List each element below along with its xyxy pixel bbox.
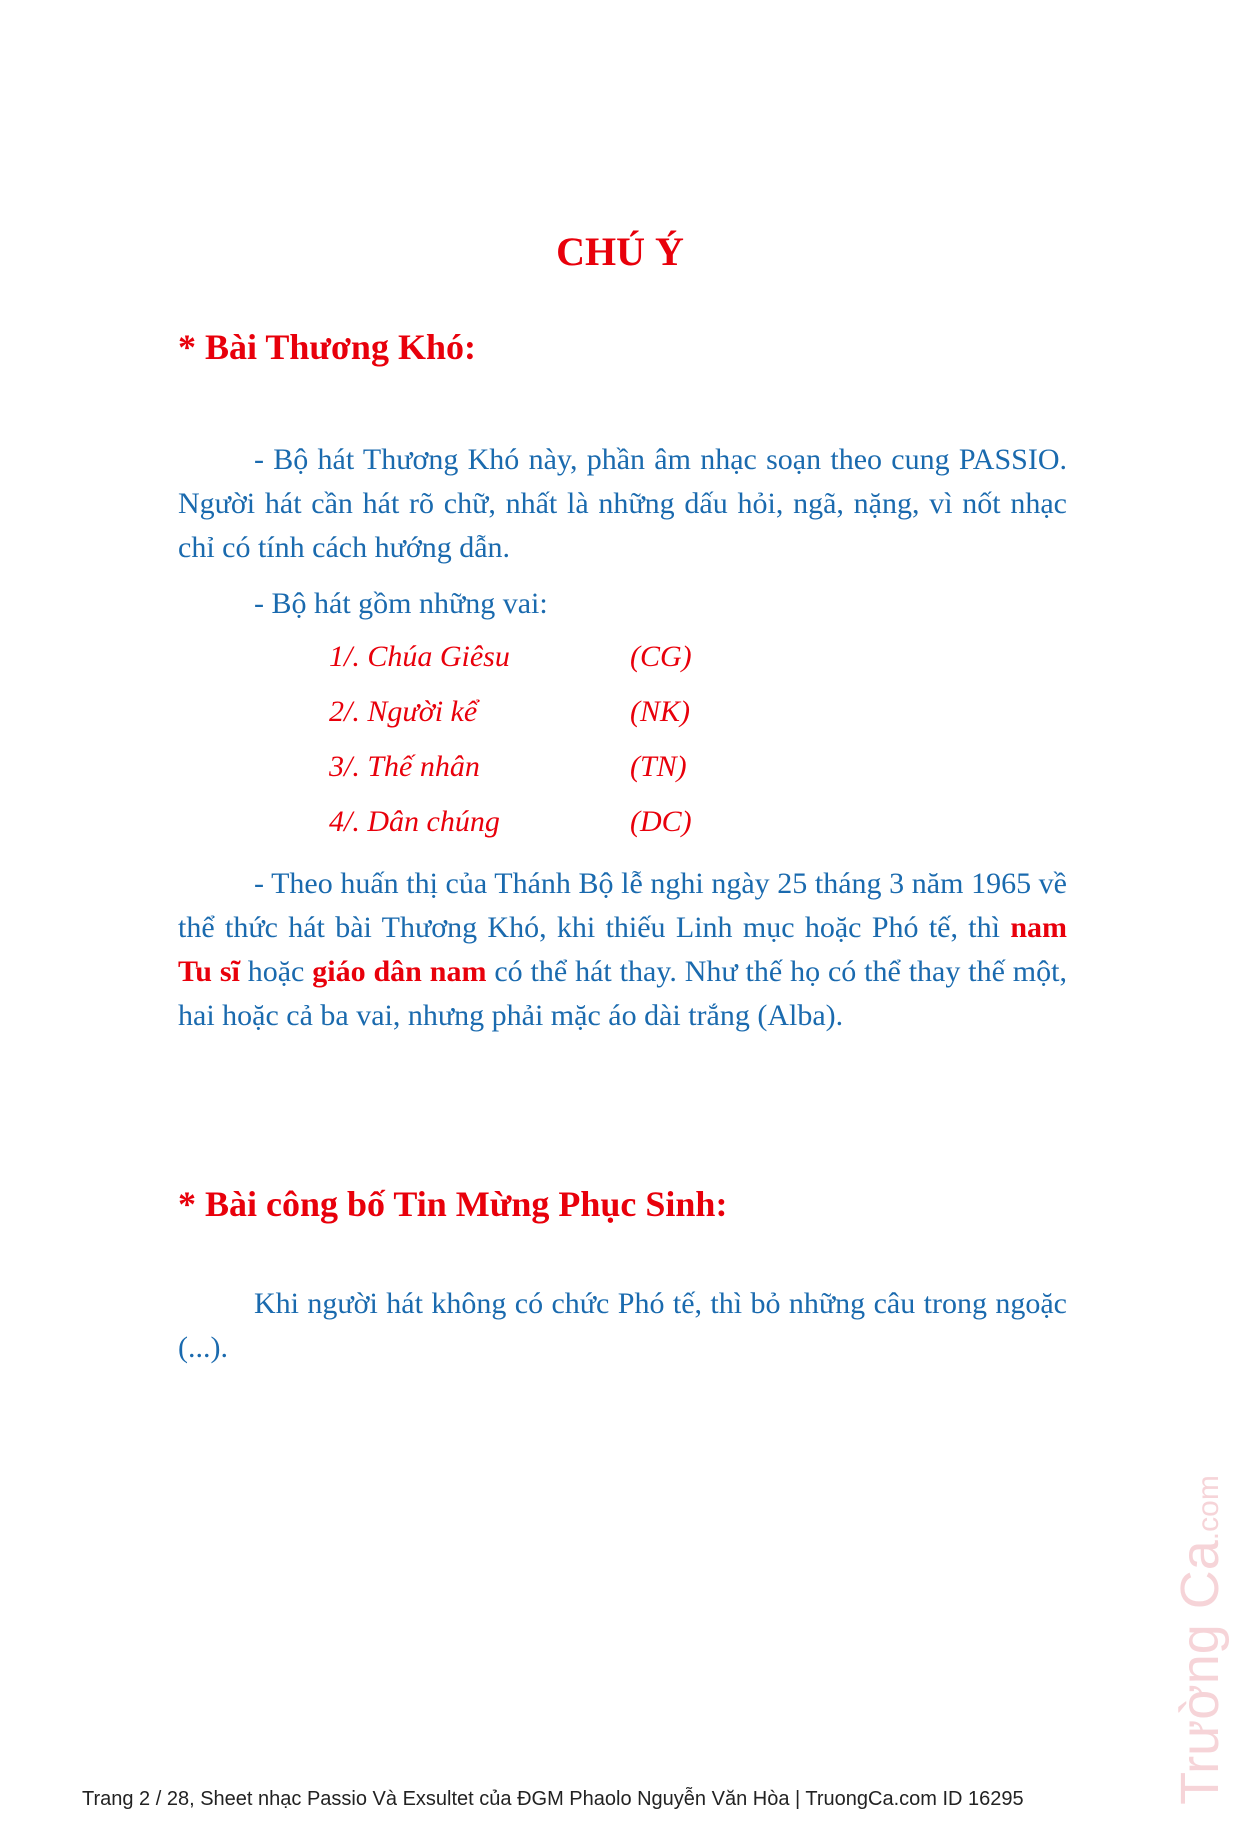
page-footer: Trang 2 / 28, Sheet nhạc Passio Và Exsultet của ĐGM Phaolo Nguyễn Văn Hòa | TruongCa.com ID 16295 xyxy=(82,1788,1024,1810)
role-name: 2/. Người kể xyxy=(329,695,478,728)
emphasis-text: nam Tu sĩ xyxy=(178,911,1067,988)
role-name: 4/. Dân chúng xyxy=(329,805,500,838)
role-item xyxy=(329,695,690,729)
text: - Theo huấn thị của Thánh Bộ lễ nghi ngày 25 tháng 3 năm 1965 về thể thức hát bài Thương Khó, khi thiếu Linh mục hoặc Phó tế, thì xyxy=(178,867,1067,944)
emphasis-text: giáo dân nam xyxy=(312,955,487,988)
role-abbr: (DC) xyxy=(630,805,692,838)
role-item xyxy=(329,640,692,674)
text: có thể hát thay. Như thế họ có thể thay thế một, hai hoặc cả ba vai, nhưng phải mặc áo dài trắng (Alba). xyxy=(178,955,1067,1032)
role-abbr: (TN) xyxy=(630,750,687,783)
watermark-suffix: .com xyxy=(1192,1475,1225,1541)
text: hoặc xyxy=(239,955,313,988)
page-title: CHÚ Ý xyxy=(556,229,684,274)
role-abbr: (NK) xyxy=(630,695,690,728)
watermark-text: Trường Ca xyxy=(1170,1540,1230,1805)
paragraph-phuc-sinh: Khi người hát không có chức Phó tế, thì bỏ những câu trong ngoặc (...). xyxy=(178,1287,1067,1364)
paragraph-roles-intro: - Bộ hát gồm những vai: xyxy=(254,587,548,620)
role-item xyxy=(329,805,692,839)
section-heading-phuc-sinh: * Bài công bố Tin Mừng Phục Sinh: xyxy=(178,1184,728,1224)
role-abbr: (CG) xyxy=(630,640,692,673)
watermark-logo xyxy=(1160,1450,1240,1830)
paragraph-instruction xyxy=(178,862,1067,1038)
paragraph-intro: - Bộ hát Thương Khó này, phần âm nhạc soạn theo cung PASSIO. Người hát cần hát rõ chữ, nhất là những dấu hỏi, ngã, nặng, vì nốt nhạc chỉ có tính cách hướng dẫn. xyxy=(178,443,1067,564)
role-name: 3/. Thế nhân xyxy=(329,750,480,783)
role-name: 1/. Chúa Giêsu xyxy=(329,640,510,673)
section-heading-thuong-kho: * Bài Thương Khó: xyxy=(178,327,476,367)
role-item xyxy=(329,750,687,784)
